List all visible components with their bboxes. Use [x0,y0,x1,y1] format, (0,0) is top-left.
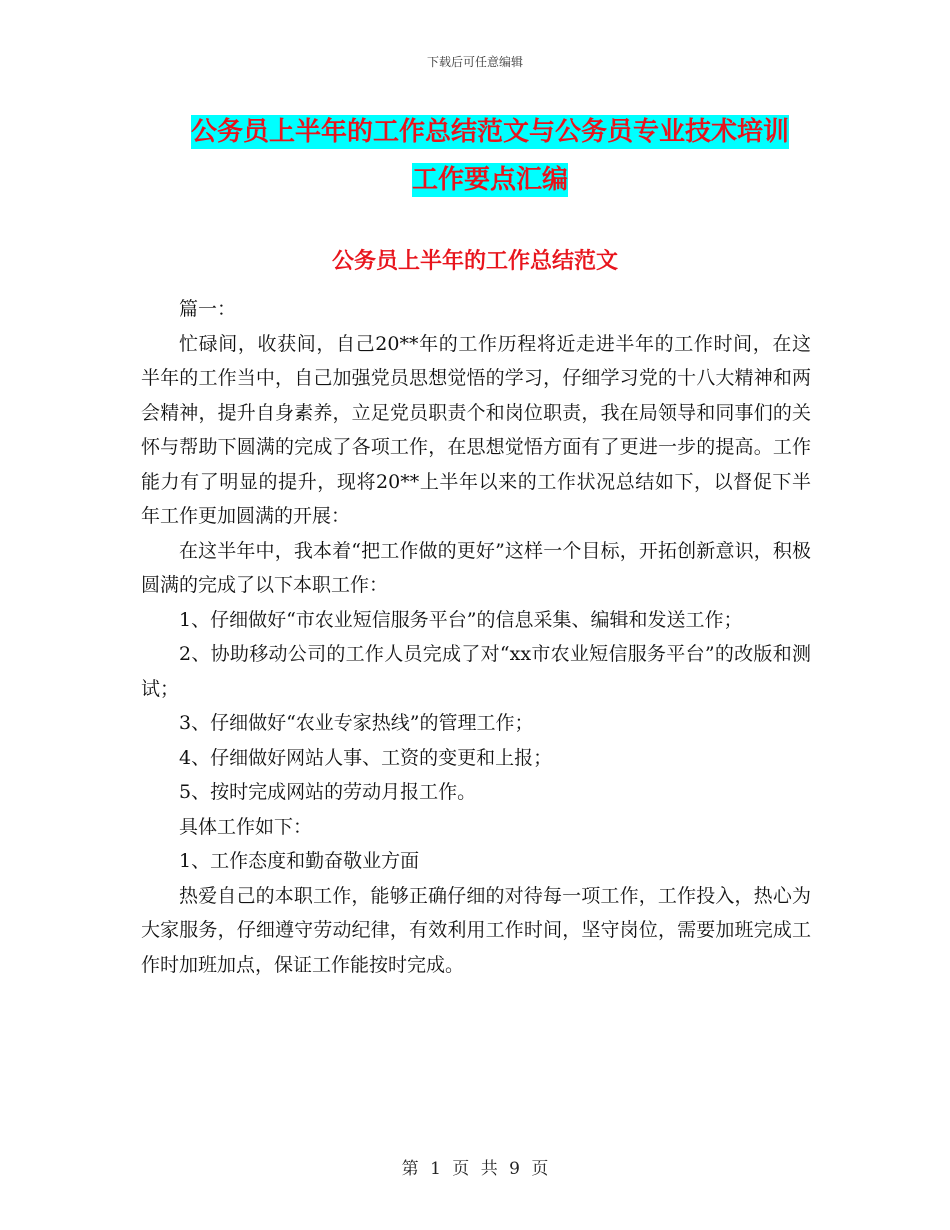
document-title-line-1: 公务员上半年的工作总结范文与公务员专业技术培训 [190,117,789,147]
paragraph: 篇一： [179,298,237,320]
paragraph: 5、按时完成网站的劳动月报工作。 [179,781,477,803]
document-title-line-2: 工作要点汇编 [411,165,568,195]
paragraph: 1、工作态度和勤奋敬业方面 [179,850,420,872]
header-note: 下载后可任意编辑 [426,55,523,69]
body-text [141,292,811,982]
page-number-footer: 第 1 页 共 9 页 [401,1159,549,1179]
document-title [140,108,840,204]
paragraph: 4、仔细做好网站人事、工资的变更和上报； [179,746,553,769]
paragraph: 在这半年中，我本着“把工作做的更好”这样一个目标，开拓创新意识，积极圆满的完成了以下本职工作： [141,539,811,596]
paragraph: 2、协助移动公司的工作人员完成了对“xx市农业短信服务平台”的改版和测试； [141,643,811,700]
paragraph: 1、仔细做好“市农业短信服务平台”的信息采集、编辑和发送工作； [179,608,743,631]
paragraph: 热爱自己的本职工作，能够正确仔细的对待每一项工作，工作投入，热心为大家服务，仔细遵守劳动纪律，有效利用工作时间，坚守岗位，需要加班完成工作时加班加点，保证工作能按时完成。 [141,884,811,976]
paragraph: 3、仔细做好“农业专家热线”的管理工作； [179,712,534,734]
paragraph: 具体工作如下： [179,815,313,838]
paragraph: 忙碌间，收获间，自己20**年的工作历程将近走进半年的工作时间，在这半年的工作当中，自己加强党员思想觉悟的学习，仔细学习党的十八大精神和两会精神，提升自身素养，立足党员职责个和岗位职责，我在局领导和同事们的关怀与帮助下圆满的完成了各项工作，在思想觉悟方面有了更进一步的提高。工作能力有了明显的提升，现将20**上半年以来的工作状况总结如下，以督促下半年工作更加圆满的开展： [141,332,811,527]
section-title: 公务员上半年的工作总结范文 [331,249,618,274]
